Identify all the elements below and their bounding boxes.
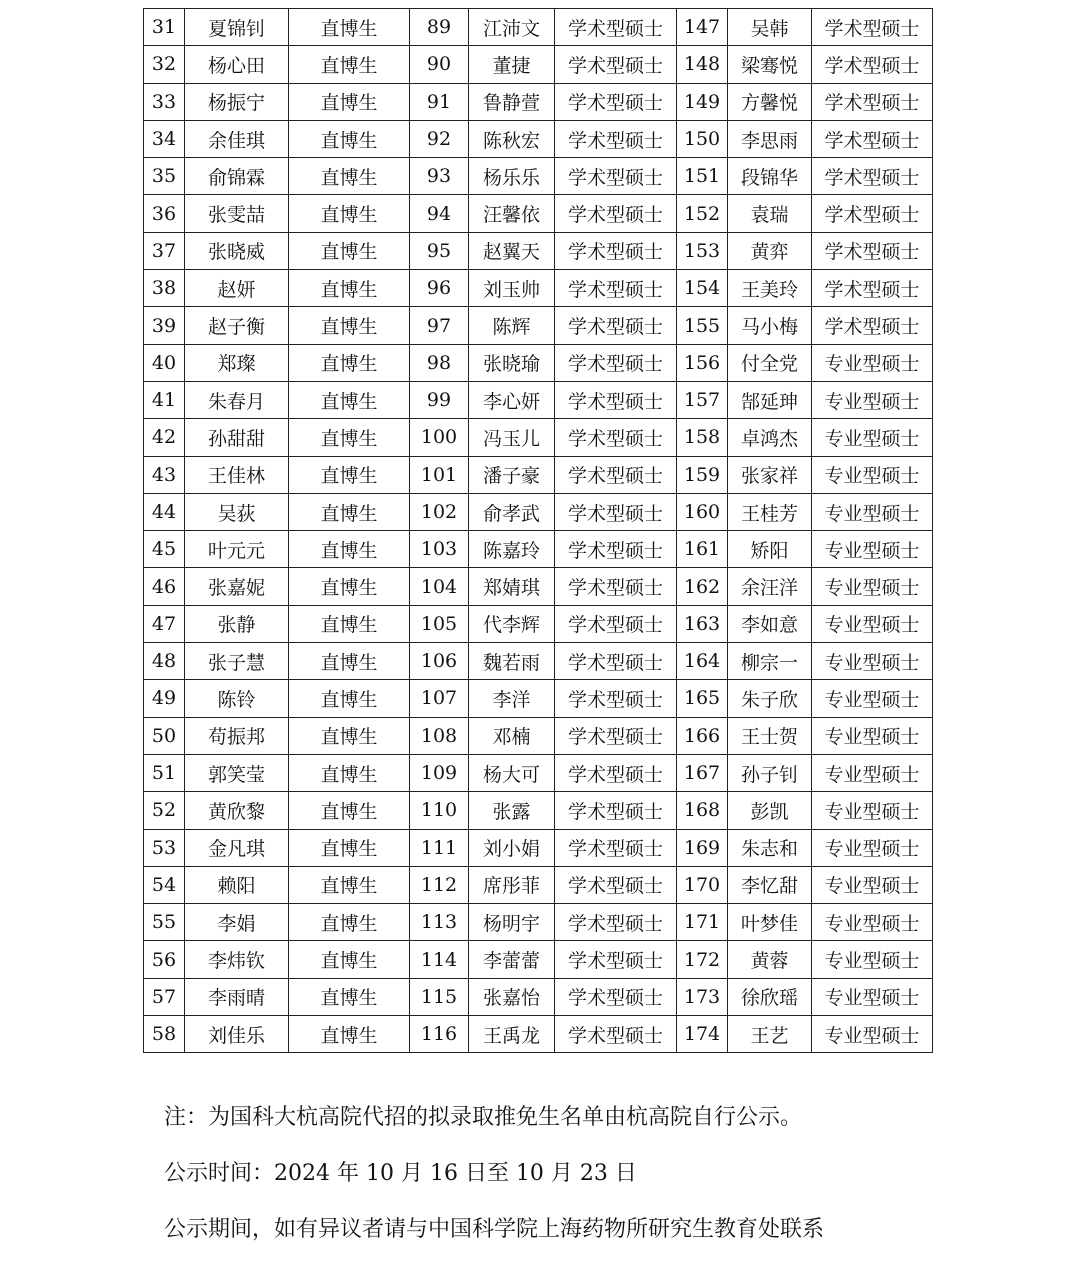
degree-type-cell: 直博生 [289,754,410,791]
seq-number-cell: 152 [677,195,728,232]
seq-number-cell: 170 [677,866,728,903]
degree-type-cell: 专业型硕士 [812,419,933,456]
degree-type-cell: 专业型硕士 [812,866,933,903]
seq-number-cell: 32 [144,46,185,83]
student-name-cell: 潘子豪 [469,456,555,493]
table-row [144,381,933,418]
degree-type-cell: 直博生 [289,158,410,195]
degree-type-cell: 学术型硕士 [812,158,933,195]
student-name-cell: 杨振宁 [185,83,289,120]
degree-type-cell: 直博生 [289,344,410,381]
seq-number-cell: 156 [677,344,728,381]
table-row [144,1016,933,1053]
student-name-cell: 张静 [185,605,289,642]
student-name-cell: 王士贺 [728,717,812,754]
degree-type-cell: 学术型硕士 [555,83,677,120]
student-name-cell: 陈秋宏 [469,120,555,157]
degree-type-cell: 学术型硕士 [555,158,677,195]
student-name-cell: 郑璨 [185,344,289,381]
degree-type-cell: 学术型硕士 [555,195,677,232]
seq-number-cell: 46 [144,568,185,605]
table-row [144,46,933,83]
degree-type-cell: 直博生 [289,904,410,941]
student-name-cell: 张晓威 [185,232,289,269]
table-row [144,754,933,791]
table-row [144,866,933,903]
seq-number-cell: 158 [677,419,728,456]
student-name-cell: 段锦华 [728,158,812,195]
student-name-cell: 李心妍 [469,381,555,418]
student-name-cell: 徐欣瑶 [728,978,812,1015]
degree-type-cell: 专业型硕士 [812,493,933,530]
student-name-cell: 郜延珅 [728,381,812,418]
seq-number-cell: 108 [410,717,469,754]
degree-type-cell: 学术型硕士 [555,307,677,344]
seq-number-cell: 155 [677,307,728,344]
degree-type-cell: 专业型硕士 [812,531,933,568]
seq-number-cell: 150 [677,120,728,157]
table-row [144,83,933,120]
student-name-cell: 余汪洋 [728,568,812,605]
degree-type-cell: 直博生 [289,9,410,46]
student-name-cell: 苟振邦 [185,717,289,754]
seq-number-cell: 41 [144,381,185,418]
seq-number-cell: 54 [144,866,185,903]
student-name-cell: 张嘉妮 [185,568,289,605]
student-name-cell: 张嘉怡 [469,978,555,1015]
seq-number-cell: 42 [144,419,185,456]
seq-number-cell: 101 [410,456,469,493]
degree-type-cell: 学术型硕士 [555,456,677,493]
seq-number-cell: 165 [677,680,728,717]
student-name-cell: 李如意 [728,605,812,642]
seq-number-cell: 37 [144,232,185,269]
degree-type-cell: 直博生 [289,978,410,1015]
seq-number-cell: 93 [410,158,469,195]
student-name-cell: 赵翼天 [469,232,555,269]
student-name-cell: 李思雨 [728,120,812,157]
degree-type-cell: 专业型硕士 [812,941,933,978]
seq-number-cell: 173 [677,978,728,1015]
degree-type-cell: 学术型硕士 [555,792,677,829]
student-name-cell: 夏锦钊 [185,9,289,46]
table-row [144,941,933,978]
table-row [144,493,933,530]
seq-number-cell: 168 [677,792,728,829]
degree-type-cell: 专业型硕士 [812,717,933,754]
student-name-cell: 张晓瑜 [469,344,555,381]
student-name-cell: 刘玉帅 [469,270,555,307]
degree-type-cell: 学术型硕士 [555,568,677,605]
degree-type-cell: 专业型硕士 [812,605,933,642]
table-row [144,792,933,829]
student-name-cell: 朱志和 [728,829,812,866]
seq-number-cell: 89 [410,9,469,46]
student-name-cell: 代李辉 [469,605,555,642]
table-row [144,829,933,866]
seq-number-cell: 112 [410,866,469,903]
degree-type-cell: 专业型硕士 [812,456,933,493]
degree-type-cell: 学术型硕士 [812,232,933,269]
seq-number-cell: 107 [410,680,469,717]
degree-type-cell: 学术型硕士 [555,829,677,866]
student-name-cell: 杨大可 [469,754,555,791]
seq-number-cell: 36 [144,195,185,232]
degree-type-cell: 专业型硕士 [812,829,933,866]
degree-type-cell: 直博生 [289,46,410,83]
student-name-cell: 孙子钊 [728,754,812,791]
degree-type-cell: 专业型硕士 [812,904,933,941]
seq-number-cell: 147 [677,9,728,46]
degree-type-cell: 直博生 [289,419,410,456]
seq-number-cell: 104 [410,568,469,605]
seq-number-cell: 48 [144,643,185,680]
student-name-cell: 付全党 [728,344,812,381]
student-name-cell: 邓楠 [469,717,555,754]
seq-number-cell: 43 [144,456,185,493]
degree-type-cell: 学术型硕士 [555,904,677,941]
degree-type-cell: 专业型硕士 [812,792,933,829]
student-name-cell: 王桂芳 [728,493,812,530]
table-row [144,456,933,493]
degree-type-cell: 学术型硕士 [555,717,677,754]
degree-type-cell: 学术型硕士 [812,83,933,120]
table-row [144,605,933,642]
seq-number-cell: 35 [144,158,185,195]
degree-type-cell: 学术型硕士 [555,232,677,269]
student-name-cell: 余佳琪 [185,120,289,157]
degree-type-cell: 学术型硕士 [555,120,677,157]
degree-type-cell: 学术型硕士 [555,46,677,83]
degree-type-cell: 直博生 [289,941,410,978]
student-name-cell: 方馨悦 [728,83,812,120]
student-name-cell: 李洋 [469,680,555,717]
seq-number-cell: 167 [677,754,728,791]
degree-type-cell: 直博生 [289,531,410,568]
note-text: 注：为国科大杭高院代招的拟录取推免生名单由杭高院自行公示。 [164,1105,803,1130]
student-name-cell: 黄蓉 [728,941,812,978]
student-name-cell: 张露 [469,792,555,829]
degree-type-cell: 学术型硕士 [555,754,677,791]
student-name-cell: 董捷 [469,46,555,83]
seq-number-cell: 151 [677,158,728,195]
student-name-cell: 赵妍 [185,270,289,307]
degree-type-cell: 专业型硕士 [812,568,933,605]
seq-number-cell: 52 [144,792,185,829]
degree-type-cell: 学术型硕士 [812,195,933,232]
seq-number-cell: 31 [144,9,185,46]
seq-number-cell: 174 [677,1016,728,1053]
seq-number-cell: 92 [410,120,469,157]
table-row [144,158,933,195]
student-name-cell: 刘佳乐 [185,1016,289,1053]
student-name-cell: 王佳林 [185,456,289,493]
student-name-cell: 朱春月 [185,381,289,418]
degree-type-cell: 学术型硕士 [555,531,677,568]
degree-type-cell: 学术型硕士 [555,978,677,1015]
seq-number-cell: 157 [677,381,728,418]
table-row [144,120,933,157]
student-name-cell: 矫阳 [728,531,812,568]
student-name-cell: 叶梦佳 [728,904,812,941]
seq-number-cell: 163 [677,605,728,642]
table-row [144,232,933,269]
seq-number-cell: 159 [677,456,728,493]
seq-number-cell: 91 [410,83,469,120]
student-name-cell: 孙甜甜 [185,419,289,456]
seq-number-cell: 95 [410,232,469,269]
student-name-cell: 江沛文 [469,9,555,46]
seq-number-cell: 98 [410,344,469,381]
student-name-cell: 张家祥 [728,456,812,493]
degree-type-cell: 专业型硕士 [812,381,933,418]
seq-number-cell: 102 [410,493,469,530]
degree-type-cell: 专业型硕士 [812,978,933,1015]
student-name-cell: 吴韩 [728,9,812,46]
table-row [144,270,933,307]
seq-number-cell: 40 [144,344,185,381]
seq-number-cell: 50 [144,717,185,754]
student-name-cell: 陈嘉玲 [469,531,555,568]
degree-type-cell: 直博生 [289,568,410,605]
degree-type-cell: 学术型硕士 [555,680,677,717]
seq-number-cell: 160 [677,493,728,530]
student-name-cell: 张雯喆 [185,195,289,232]
seq-number-cell: 111 [410,829,469,866]
degree-type-cell: 学术型硕士 [812,120,933,157]
seq-number-cell: 100 [410,419,469,456]
seq-number-cell: 39 [144,307,185,344]
seq-number-cell: 38 [144,270,185,307]
degree-type-cell: 专业型硕士 [812,344,933,381]
seq-number-cell: 45 [144,531,185,568]
student-name-cell: 杨明宇 [469,904,555,941]
student-name-cell: 李娟 [185,904,289,941]
seq-number-cell: 106 [410,643,469,680]
seq-number-cell: 57 [144,978,185,1015]
degree-type-cell: 直博生 [289,381,410,418]
degree-type-cell: 直博生 [289,456,410,493]
student-name-cell: 席彤菲 [469,866,555,903]
degree-type-cell: 学术型硕士 [555,9,677,46]
student-name-cell: 李蕾蕾 [469,941,555,978]
degree-type-cell: 学术型硕士 [555,270,677,307]
degree-type-cell: 直博生 [289,307,410,344]
seq-number-cell: 97 [410,307,469,344]
student-name-cell: 俞孝武 [469,493,555,530]
seq-number-cell: 49 [144,680,185,717]
student-name-cell: 李炜钦 [185,941,289,978]
student-name-cell: 陈铃 [185,680,289,717]
seq-number-cell: 109 [410,754,469,791]
table-row [144,531,933,568]
seq-number-cell: 113 [410,904,469,941]
student-name-cell: 赵子衡 [185,307,289,344]
degree-type-cell: 直博生 [289,829,410,866]
student-name-cell: 张子慧 [185,643,289,680]
student-name-cell: 梁骞悦 [728,46,812,83]
seq-number-cell: 172 [677,941,728,978]
table-row [144,568,933,605]
table-row [144,978,933,1015]
seq-number-cell: 55 [144,904,185,941]
table-row [144,307,933,344]
seq-number-cell: 161 [677,531,728,568]
degree-type-cell: 直博生 [289,717,410,754]
seq-number-cell: 153 [677,232,728,269]
student-name-cell: 马小梅 [728,307,812,344]
degree-type-cell: 直博生 [289,1016,410,1053]
degree-type-cell: 直博生 [289,792,410,829]
student-name-cell: 赖阳 [185,866,289,903]
student-name-cell: 叶元元 [185,531,289,568]
student-name-cell: 王美玲 [728,270,812,307]
student-name-cell: 魏若雨 [469,643,555,680]
seq-number-cell: 94 [410,195,469,232]
degree-type-cell: 直博生 [289,605,410,642]
table-row [144,195,933,232]
table-row [144,904,933,941]
seq-number-cell: 164 [677,643,728,680]
student-name-cell: 卓鸿杰 [728,419,812,456]
table-row [144,419,933,456]
student-name-cell: 柳宗一 [728,643,812,680]
seq-number-cell: 96 [410,270,469,307]
degree-type-cell: 直博生 [289,232,410,269]
student-name-cell: 汪馨依 [469,195,555,232]
seq-number-cell: 58 [144,1016,185,1053]
student-name-cell: 黄欣黎 [185,792,289,829]
student-name-cell: 彭凯 [728,792,812,829]
student-name-cell: 鲁静萱 [469,83,555,120]
student-name-cell: 俞锦霖 [185,158,289,195]
degree-type-cell: 直博生 [289,195,410,232]
table-row [144,344,933,381]
seq-number-cell: 53 [144,829,185,866]
degree-type-cell: 专业型硕士 [812,643,933,680]
student-name-cell: 冯玉儿 [469,419,555,456]
student-name-cell: 李忆甜 [728,866,812,903]
degree-type-cell: 专业型硕士 [812,754,933,791]
seq-number-cell: 166 [677,717,728,754]
student-name-cell: 郭笑莹 [185,754,289,791]
student-name-cell: 王艺 [728,1016,812,1053]
degree-type-cell: 学术型硕士 [555,381,677,418]
table-row [144,643,933,680]
seq-number-cell: 148 [677,46,728,83]
student-name-cell: 袁瑞 [728,195,812,232]
admission-roster-table [143,8,933,1053]
seq-number-cell: 34 [144,120,185,157]
table-row [144,717,933,754]
seq-number-cell: 110 [410,792,469,829]
degree-type-cell: 学术型硕士 [555,1016,677,1053]
student-name-cell: 朱子欣 [728,680,812,717]
student-name-cell: 郑婧琪 [469,568,555,605]
seq-number-cell: 103 [410,531,469,568]
contact-text: 公示期间，如有异议者请与中国科学院上海药物所研究生教育处联系 [164,1217,825,1242]
student-name-cell: 刘小娟 [469,829,555,866]
student-name-cell: 李雨晴 [185,978,289,1015]
table-row [144,680,933,717]
student-name-cell: 吴荻 [185,493,289,530]
seq-number-cell: 105 [410,605,469,642]
seq-number-cell: 51 [144,754,185,791]
seq-number-cell: 116 [410,1016,469,1053]
seq-number-cell: 115 [410,978,469,1015]
student-name-cell: 金凡琪 [185,829,289,866]
seq-number-cell: 154 [677,270,728,307]
seq-number-cell: 90 [410,46,469,83]
degree-type-cell: 学术型硕士 [555,493,677,530]
degree-type-cell: 直博生 [289,680,410,717]
seq-number-cell: 99 [410,381,469,418]
degree-type-cell: 直博生 [289,493,410,530]
degree-type-cell: 学术型硕士 [555,344,677,381]
seq-number-cell: 114 [410,941,469,978]
seq-number-cell: 171 [677,904,728,941]
degree-type-cell: 学术型硕士 [555,941,677,978]
seq-number-cell: 162 [677,568,728,605]
degree-type-cell: 专业型硕士 [812,680,933,717]
degree-type-cell: 学术型硕士 [555,866,677,903]
degree-type-cell: 学术型硕士 [812,46,933,83]
degree-type-cell: 学术型硕士 [812,307,933,344]
student-name-cell: 黄弈 [728,232,812,269]
degree-type-cell: 学术型硕士 [812,270,933,307]
seq-number-cell: 56 [144,941,185,978]
degree-type-cell: 学术型硕士 [555,643,677,680]
student-name-cell: 杨乐乐 [469,158,555,195]
degree-type-cell: 直博生 [289,120,410,157]
degree-type-cell: 专业型硕士 [812,1016,933,1053]
seq-number-cell: 44 [144,493,185,530]
student-name-cell: 杨心田 [185,46,289,83]
degree-type-cell: 直博生 [289,643,410,680]
seq-number-cell: 149 [677,83,728,120]
seq-number-cell: 47 [144,605,185,642]
degree-type-cell: 直博生 [289,270,410,307]
table-row [144,9,933,46]
student-name-cell: 王禹龙 [469,1016,555,1053]
degree-type-cell: 直博生 [289,866,410,903]
degree-type-cell: 学术型硕士 [555,605,677,642]
seq-number-cell: 33 [144,83,185,120]
degree-type-cell: 学术型硕士 [812,9,933,46]
publicity-period-text: 公示时间：2024 年 10 月 16 日至 10 月 23 日 [164,1161,637,1186]
student-name-cell: 陈辉 [469,307,555,344]
degree-type-cell: 直博生 [289,83,410,120]
seq-number-cell: 169 [677,829,728,866]
degree-type-cell: 学术型硕士 [555,419,677,456]
